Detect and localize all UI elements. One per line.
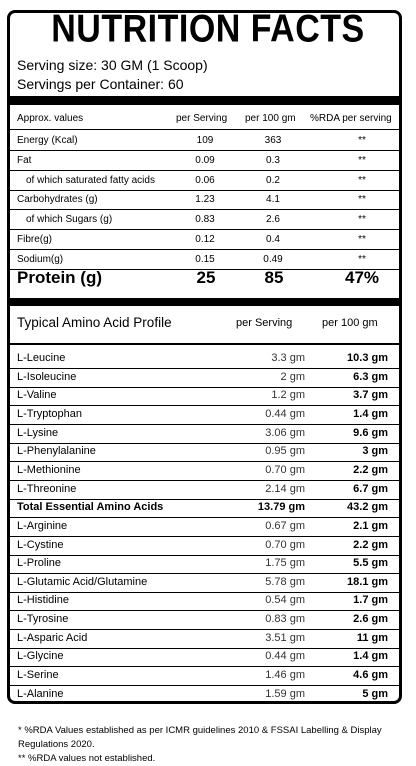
divider bbox=[10, 610, 399, 611]
amino-per-serving: 5.78 gm bbox=[265, 576, 305, 588]
nutrition-row bbox=[10, 175, 399, 189]
protein-row bbox=[10, 268, 399, 294]
nutrient-per-100gm: 363 bbox=[264, 135, 282, 146]
nutrient-rda: ** bbox=[358, 135, 366, 146]
amino-per-serving: 13.79 gm bbox=[257, 501, 305, 513]
protein-per-serving: 25 bbox=[196, 268, 216, 287]
amino-header-title: Typical Amino Acid Profile bbox=[17, 315, 172, 330]
divider bbox=[10, 648, 399, 649]
divider bbox=[10, 368, 399, 369]
nutrient-per-100gm: 0.2 bbox=[266, 175, 280, 186]
amino-per-serving: 0.70 gm bbox=[265, 539, 305, 551]
amino-per-100gm: 1.4 gm bbox=[353, 650, 388, 662]
amino-row bbox=[10, 501, 399, 516]
amino-per-100gm: 5.5 gm bbox=[353, 557, 388, 569]
nutrient-per-100gm: 4.1 bbox=[266, 194, 280, 205]
divider bbox=[10, 424, 399, 425]
amino-header-per-100gm: per 100 gm bbox=[322, 317, 378, 329]
divider bbox=[10, 443, 399, 444]
nutrition-row bbox=[10, 254, 399, 268]
protein-rda: 47% bbox=[344, 268, 380, 287]
amino-per-serving: 0.54 gm bbox=[265, 594, 305, 606]
divider bbox=[10, 343, 399, 345]
amino-row bbox=[10, 352, 399, 367]
amino-name: L-Threonine bbox=[17, 483, 77, 495]
divider bbox=[10, 666, 399, 667]
nutrient-name: Energy (Kcal) bbox=[17, 135, 78, 146]
amino-per-100gm: 1.4 gm bbox=[353, 408, 388, 420]
nutrient-per-serving: 0.12 bbox=[195, 234, 215, 245]
amino-per-100gm: 1.7 gm bbox=[353, 594, 388, 606]
amino-per-100gm: 6.3 gm bbox=[353, 371, 388, 383]
thick-divider bbox=[10, 298, 399, 306]
amino-name: L-Arginine bbox=[17, 520, 68, 532]
header-approx-values: Approx. values bbox=[17, 113, 84, 124]
amino-row bbox=[10, 669, 399, 684]
amino-name: L-Alanine bbox=[17, 688, 64, 700]
amino-per-serving: 3.51 gm bbox=[265, 632, 305, 644]
nutrient-name: Sodium(g) bbox=[17, 254, 64, 265]
nutrient-per-serving: 0.06 bbox=[195, 175, 215, 186]
amino-name: L-Cystine bbox=[17, 539, 64, 551]
amino-per-serving: 2.14 gm bbox=[265, 483, 305, 495]
divider bbox=[10, 209, 399, 210]
divider bbox=[10, 129, 399, 130]
amino-per-100gm: 2.2 gm bbox=[353, 539, 388, 551]
divider bbox=[10, 536, 399, 537]
nutrient-name: of which Sugars (g) bbox=[26, 214, 113, 225]
amino-per-100gm: 11 gm bbox=[356, 632, 388, 644]
amino-per-100gm: 9.6 gm bbox=[353, 427, 388, 439]
nutrient-name: Fat bbox=[17, 155, 32, 166]
nutrient-per-100gm: 0.49 bbox=[263, 254, 283, 265]
amino-per-serving: 1.46 gm bbox=[265, 669, 305, 681]
amino-per-100gm: 10.3 gm bbox=[347, 352, 388, 364]
nutrient-name: of which saturated fatty acids bbox=[26, 175, 155, 186]
amino-per-100gm: 6.7 gm bbox=[353, 483, 388, 495]
nutrient-rda: ** bbox=[358, 194, 366, 205]
divider bbox=[10, 229, 399, 230]
nutrient-rda: ** bbox=[358, 234, 366, 245]
amino-row bbox=[10, 389, 399, 404]
nutrient-rda: ** bbox=[358, 175, 366, 186]
amino-per-serving: 1.75 gm bbox=[265, 557, 305, 569]
amino-per-serving: 0.44 gm bbox=[265, 650, 305, 662]
amino-per-serving: 1.2 gm bbox=[271, 389, 305, 401]
amino-per-100gm: 5 gm bbox=[362, 688, 388, 700]
divider bbox=[10, 517, 399, 518]
amino-row bbox=[10, 427, 399, 442]
divider bbox=[10, 555, 399, 556]
amino-header-row bbox=[10, 315, 399, 333]
amino-name: L-Asparic Acid bbox=[17, 632, 88, 644]
amino-name: L-Tyrosine bbox=[17, 613, 69, 625]
amino-name: L-Leucine bbox=[17, 352, 66, 364]
nutrition-header-row bbox=[10, 113, 399, 127]
footnote-rda: * %RDA Values established as per ICMR guidelines 2010 & FSSAI Labelling & Display Regulations 2020. bbox=[18, 725, 382, 750]
nutrition-row bbox=[10, 214, 399, 228]
nutrient-per-serving: 0.15 bbox=[195, 254, 215, 265]
divider bbox=[10, 249, 399, 250]
nutrition-row bbox=[10, 155, 399, 169]
thick-divider bbox=[10, 96, 399, 105]
serving-size: Serving size: 30 GM (1 Scoop) bbox=[17, 57, 208, 73]
nutrient-per-serving: 0.09 bbox=[195, 155, 215, 166]
amino-name: L-Isoleucine bbox=[17, 371, 77, 383]
amino-per-serving: 3.06 gm bbox=[265, 427, 305, 439]
amino-row bbox=[10, 483, 399, 498]
divider bbox=[10, 170, 399, 171]
nutrient-name: Fibre(g) bbox=[17, 234, 53, 245]
amino-name: L-Valine bbox=[17, 389, 57, 401]
nutrition-row bbox=[10, 135, 399, 149]
footnote-not-established: ** %RDA values not established. bbox=[18, 753, 156, 764]
amino-per-100gm: 3.7 gm bbox=[353, 389, 388, 401]
amino-per-serving: 2 gm bbox=[280, 371, 305, 383]
divider bbox=[10, 150, 399, 151]
amino-row bbox=[10, 408, 399, 423]
amino-row bbox=[10, 613, 399, 628]
amino-row bbox=[10, 557, 399, 572]
amino-per-serving: 0.70 gm bbox=[265, 464, 305, 476]
amino-per-100gm: 43.2 gm bbox=[347, 501, 388, 513]
amino-per-100gm: 3 gm bbox=[362, 445, 388, 457]
divider bbox=[10, 387, 399, 388]
amino-row bbox=[10, 445, 399, 460]
divider bbox=[10, 685, 399, 686]
nutrient-per-serving: 1.23 bbox=[195, 194, 215, 205]
nutrient-per-100gm: 0.4 bbox=[266, 234, 280, 245]
nutrition-row bbox=[10, 234, 399, 248]
amino-row bbox=[10, 594, 399, 609]
amino-row bbox=[10, 539, 399, 554]
amino-name: L-Glycine bbox=[17, 650, 64, 662]
amino-name: L-Histidine bbox=[17, 594, 69, 606]
divider bbox=[10, 405, 399, 406]
amino-name: L-Methionine bbox=[17, 464, 81, 476]
nutrition-row bbox=[10, 194, 399, 208]
nutrient-per-serving: 109 bbox=[196, 135, 214, 146]
amino-name: Total Essential Amino Acids bbox=[17, 501, 164, 513]
nutrient-per-100gm: 2.6 bbox=[266, 214, 280, 225]
nutrient-per-100gm: 0.3 bbox=[266, 155, 280, 166]
servings-per-container: Servings per Container: 60 bbox=[17, 76, 184, 92]
amino-row bbox=[10, 632, 399, 647]
header-per-100gm: per 100 gm bbox=[245, 113, 296, 124]
amino-per-serving: 0.44 gm bbox=[265, 408, 305, 420]
amino-row bbox=[10, 464, 399, 479]
divider bbox=[10, 190, 399, 191]
amino-per-100gm: 18.1 gm bbox=[347, 576, 388, 588]
amino-header-per-serving: per Serving bbox=[236, 317, 293, 329]
amino-row bbox=[10, 520, 399, 535]
header-rda: %RDA per serving bbox=[310, 113, 392, 124]
amino-name: L-Proline bbox=[17, 557, 62, 569]
amino-per-100gm: 4.6 gm bbox=[353, 669, 388, 681]
nutrient-rda: ** bbox=[358, 254, 366, 265]
header-per-serving: per Serving bbox=[176, 113, 228, 124]
divider bbox=[10, 499, 399, 500]
divider bbox=[10, 573, 399, 574]
amino-name: L-Lysine bbox=[17, 427, 59, 439]
amino-per-100gm: 2.1 gm bbox=[353, 520, 388, 532]
nutrient-rda: ** bbox=[358, 214, 366, 225]
divider bbox=[10, 461, 399, 462]
nutrient-per-serving: 0.83 bbox=[195, 214, 215, 225]
amino-name: L-Tryptophan bbox=[17, 408, 83, 420]
divider bbox=[10, 592, 399, 593]
protein-per-100gm: 85 bbox=[264, 268, 284, 287]
divider bbox=[10, 629, 399, 630]
amino-per-serving: 0.83 gm bbox=[265, 613, 305, 625]
amino-row bbox=[10, 371, 399, 386]
amino-per-100gm: 2.2 gm bbox=[353, 464, 388, 476]
divider bbox=[10, 480, 399, 481]
amino-name: L-Glutamic Acid/Glutamine bbox=[17, 576, 148, 588]
amino-row bbox=[10, 576, 399, 591]
amino-per-serving: 0.95 gm bbox=[265, 445, 305, 457]
amino-per-serving: 3.3 gm bbox=[271, 352, 305, 364]
amino-row bbox=[10, 650, 399, 665]
amino-name: L-Serine bbox=[17, 669, 59, 681]
amino-per-100gm: 2.6 gm bbox=[353, 613, 388, 625]
nutrient-rda: ** bbox=[358, 155, 366, 166]
protein-label: Protein (g) bbox=[17, 268, 102, 287]
nutrient-name: Carbohydrates (g) bbox=[17, 194, 98, 205]
amino-per-serving: 0.67 gm bbox=[265, 520, 305, 532]
amino-row bbox=[10, 688, 399, 703]
label-title: NUTRITION FACTS bbox=[51, 7, 365, 51]
amino-name: L-Phenylalanine bbox=[17, 445, 96, 457]
amino-per-serving: 1.59 gm bbox=[265, 688, 305, 700]
